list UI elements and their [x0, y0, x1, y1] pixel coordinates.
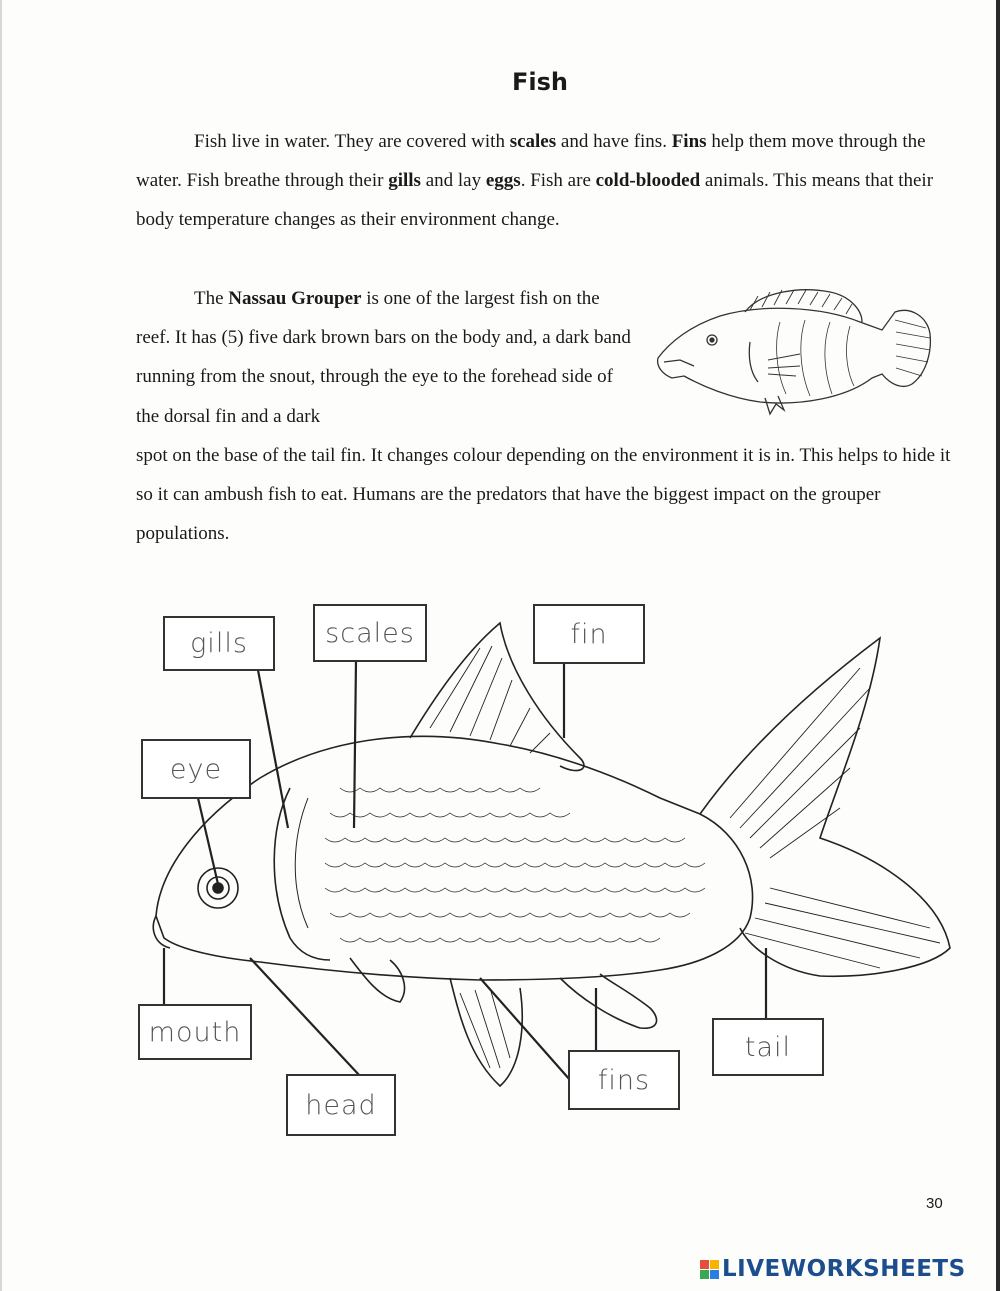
liveworksheets-logo-icon	[700, 1260, 719, 1279]
label-scales: scales	[313, 604, 427, 662]
label-mouth: mouth	[138, 1004, 252, 1060]
page-number: 30	[926, 1195, 943, 1212]
label-head: head	[286, 1074, 396, 1136]
page-edge-left	[0, 0, 2, 1291]
label-fin: fin	[533, 604, 645, 664]
label-fins: fins	[568, 1050, 680, 1110]
grouper-paragraph: The Nassau Grouper is one of the largest fish on the reef. It has (5) five dark brown bars on the body and, a dark band running from the snout, through the eye to the forehead side of the dorsal fin and a dark	[136, 288, 631, 427]
brand-name: LIVEWORKSHEETS	[722, 1256, 966, 1282]
grouper-paragraph-continued: spot on the base of the tail fin. It changes colour depending on the environment it is in. This helps to hide it so it can ambush fish to eat. Humans are the predators that have the biggest impact on the grouper populations.	[136, 445, 951, 545]
intro-paragraph: Fish live in water. They are covered with scales and have fins. Fins help them move through the water. Fish breathe through their gills and lay eggs. Fish are cold-blooded animals. This means that their body temperature changes as their environment change.	[136, 131, 934, 231]
page-title: Fish	[512, 68, 568, 96]
fish-diagram-illustration	[140, 598, 960, 1128]
label-gills: gills	[163, 616, 275, 671]
label-eye: eye	[141, 739, 251, 799]
page-edge-right	[996, 0, 1000, 1291]
liveworksheets-brand	[700, 1254, 966, 1284]
nassau-grouper-illustration	[650, 282, 935, 420]
label-tail: tail	[712, 1018, 824, 1076]
